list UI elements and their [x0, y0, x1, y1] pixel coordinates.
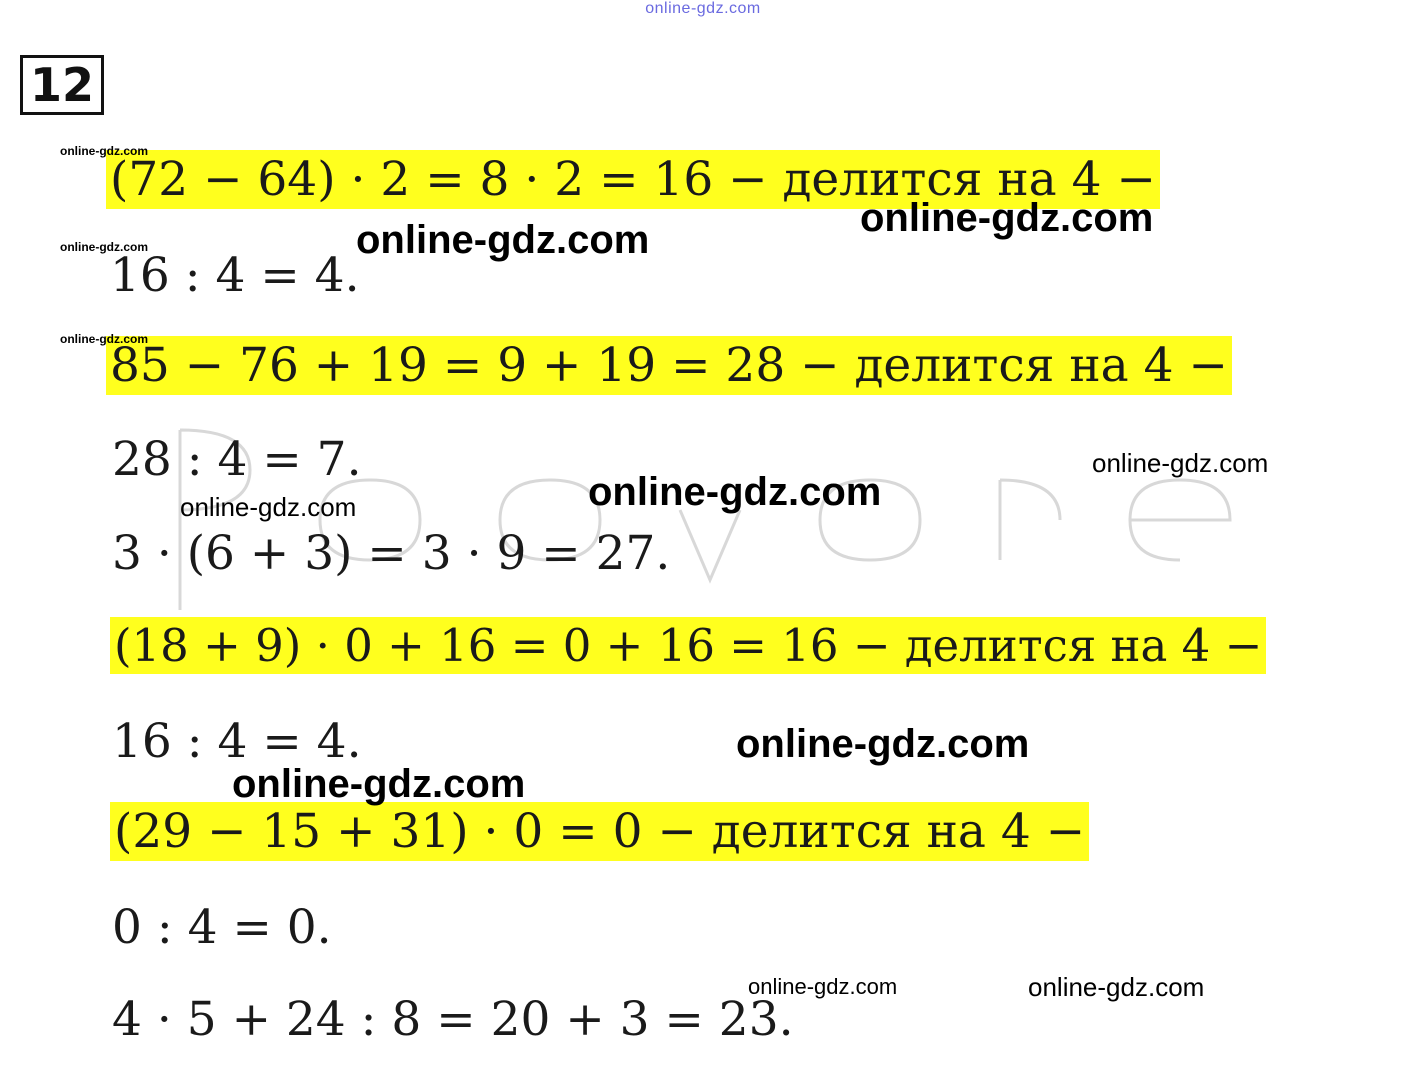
solution-line [110, 616, 1266, 676]
watermark: online-gdz.com [356, 218, 650, 262]
solution-text: 28 : 4 = 7. [112, 432, 362, 487]
solution-line [112, 990, 794, 1050]
solution-text: 16 : 4 = 4. [112, 714, 362, 769]
watermark: online-gdz.com [748, 974, 898, 999]
watermark: online-gdz.com [736, 722, 1030, 766]
task-number: 12 [20, 55, 104, 115]
watermark: online-gdz.com [860, 196, 1154, 240]
solution-text: (18 + 9) · 0 + 16 = 0 + 16 = 16 − делится на 4 − [110, 617, 1266, 674]
site-mark: online-gdz.com [645, 0, 761, 17]
watermark: online-gdz.com [60, 144, 148, 158]
solution-line [112, 430, 362, 490]
solution-text: (72 − 64) · 2 = 8 · 2 = 16 − делится на 4 − [106, 150, 1160, 209]
solution-line [106, 336, 1232, 396]
solution-text: 85 − 76 + 19 = 9 + 19 = 28 − делится на 4 − [106, 336, 1232, 395]
solution-text: 4 · 5 + 24 : 8 = 20 + 3 = 23. [112, 992, 794, 1047]
solution-line [112, 898, 332, 958]
solution-line [110, 802, 1089, 862]
solution-line [110, 246, 360, 306]
watermark: online-gdz.com [1092, 448, 1269, 478]
solution-text: (29 − 15 + 31) · 0 = 0 − делится на 4 − [110, 802, 1089, 861]
solution-text: 3 · (6 + 3) = 3 · 9 = 27. [112, 526, 671, 581]
solution-text: 0 : 4 = 0. [112, 900, 332, 955]
solution-text: 16 : 4 = 4. [110, 248, 360, 303]
solution-line [112, 524, 670, 584]
watermark: online-gdz.com [180, 492, 357, 522]
watermark: online-gdz.com [1028, 972, 1205, 1002]
watermark: online-gdz.com [60, 332, 148, 346]
watermark: online-gdz.com [588, 470, 882, 514]
watermark: online-gdz.com [60, 240, 148, 254]
watermark: online-gdz.com [232, 762, 526, 806]
